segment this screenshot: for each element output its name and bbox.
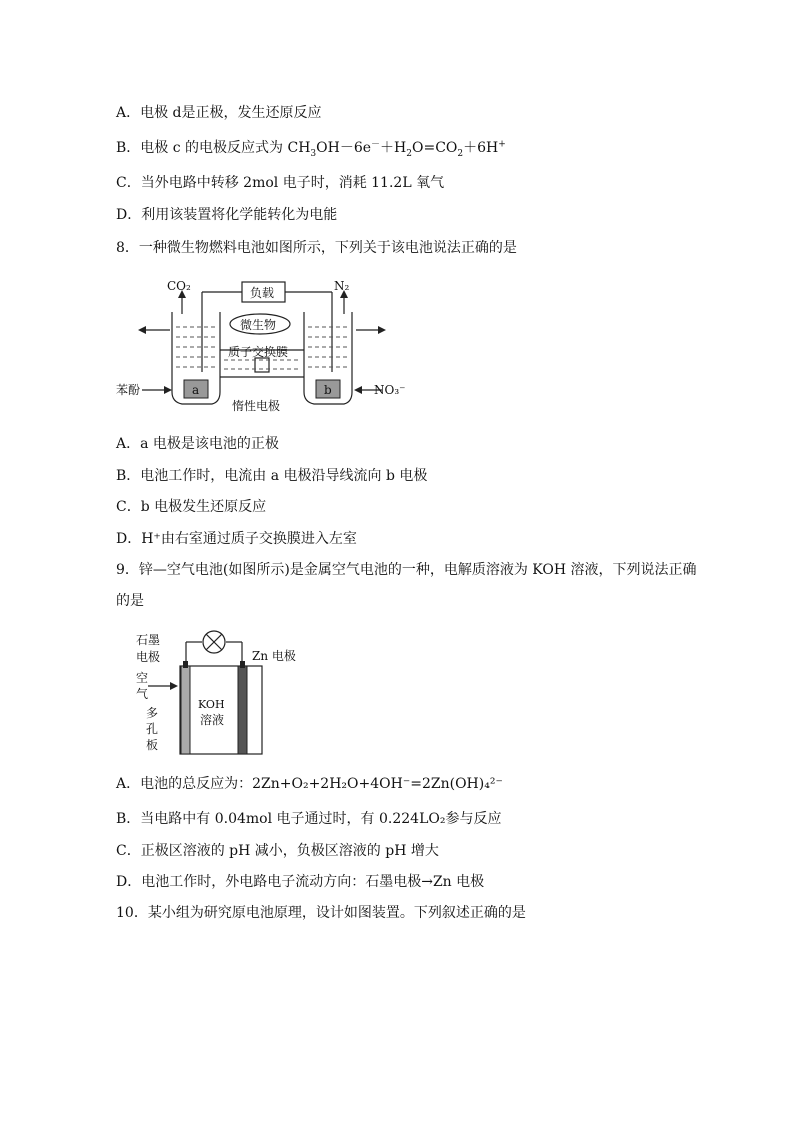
q7-option-d: D．利用该装置将化学能转化为电能	[116, 207, 338, 223]
q9-stem-line1: 9．锌—空气电池(如图所示)是金属空气电池的一种，电解质溶液为 KOH 溶液，下列说法正确	[116, 562, 697, 578]
label-graphite-line1: 石墨	[136, 633, 161, 647]
label-electrode-a: a	[192, 383, 200, 397]
label-porous-line2: 孔	[146, 722, 159, 736]
q7-option-a: A．电极 d是正极，发生还原反应	[116, 105, 322, 121]
q7-option-b: B．电极 c 的电极反应式为 $CH_3OH-6e^-+H_2O=CO_2+6H^+$	[116, 139, 506, 159]
label-inert-electrode: 惰性电极	[232, 399, 281, 413]
label-air-line1: 空	[136, 671, 149, 685]
q8-option-c: C．b 电极发生还原反应	[116, 499, 267, 515]
label-koh: KOH	[198, 698, 225, 711]
label-porous-line1: 多	[146, 706, 159, 720]
label-zn-electrode: Zn 电极	[252, 649, 296, 663]
label-microbe: 微生物	[240, 318, 277, 332]
label-phenol: 苯酚	[116, 383, 141, 397]
q8-option-b: B．电池工作时，电流由 a 电极沿导线流向 b 电极	[116, 468, 428, 484]
label-co2: CO₂	[167, 279, 191, 293]
label-n2: N₂	[334, 279, 350, 293]
q9-option-a: A．电池的总反应为：2Zn+O₂+2H₂O+4OH⁻=2Zn(OH)₄²⁻	[116, 776, 503, 792]
label-air-line2: 气	[136, 687, 149, 701]
q9-option-d: D．电池工作时，外电路电子流动方向：石墨电极→Zn 电极	[116, 874, 485, 890]
q8-option-a: A．a 电极是该电池的正极	[116, 436, 279, 452]
q9-option-b: B．当电路中有 0.04mol 电子通过时，有 0.224LO₂参与反应	[116, 811, 502, 827]
label-no3: NO₃⁻	[374, 383, 406, 397]
label-load: 负载	[250, 286, 275, 300]
label-porous-line3: 板	[146, 738, 159, 752]
zinc-air-battery-diagram	[130, 624, 330, 759]
label-membrane: 质子交换膜	[228, 345, 289, 359]
q9-option-c: C．正极区溶液的 pH 减小，负极区溶液的 pH 增大	[116, 843, 439, 859]
q9-stem-line2: 的是	[116, 593, 144, 609]
q8-stem: 8．一种微生物燃料电池如图所示，下列关于该电池说法正确的是	[116, 240, 517, 256]
microbial-fuel-cell-diagram	[112, 272, 412, 422]
q8-option-d: D．H⁺由右室通过质子交换膜进入左室	[116, 531, 357, 547]
q10-stem: 10．某小组为研究原电池原理，设计如图装置。下列叙述正确的是	[116, 905, 526, 921]
label-electrode-b: b	[324, 383, 332, 397]
q7-option-c: C．当外电路中转移 2mol 电子时，消耗 11.2L 氧气	[116, 175, 445, 191]
label-solution: 溶液	[200, 713, 225, 727]
label-graphite-line2: 电极	[136, 650, 161, 664]
